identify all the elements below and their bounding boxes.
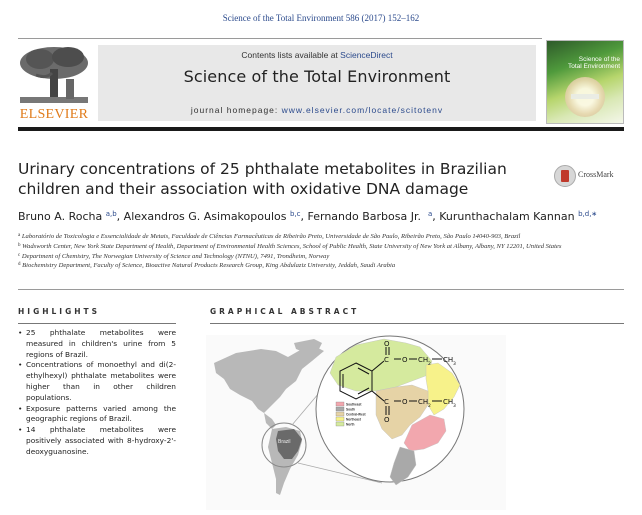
affiliation-text: Wadsworth Center, New York State Department of Health, Department of Environmental Health Sciences, School of Public Health, State University of New York at Albany, Albany, NY 12201, United States <box>22 242 562 250</box>
affiliation-item <box>18 232 628 242</box>
brazil-label: Brazil <box>278 439 291 445</box>
author-separator: , <box>300 210 308 223</box>
author-name[interactable]: Alexandros G. Asimakopoulos <box>123 210 287 223</box>
author-name[interactable]: Bruno A. Rocha <box>18 210 103 223</box>
affiliations <box>18 232 628 271</box>
author-affiliation-marker[interactable]: b,d,∗ <box>578 210 598 218</box>
highlights-heading: HIGHLIGHTS <box>18 307 101 316</box>
legend-swatch-south <box>336 407 344 411</box>
crossmark-label: CrossMark <box>578 170 614 179</box>
legend-swatch-southeast <box>336 402 344 406</box>
affiliation-key: b <box>18 242 21 248</box>
affiliation-item <box>18 252 628 262</box>
affiliation-key: c <box>18 252 21 258</box>
crossmark-button[interactable] <box>554 163 640 189</box>
graphical-abstract-divider <box>210 323 624 324</box>
author-list <box>18 210 628 223</box>
author-affiliation-marker[interactable]: a,b <box>105 210 117 218</box>
author-name[interactable]: Fernando Barbosa Jr. <box>307 210 421 223</box>
homepage-line <box>98 105 536 115</box>
cover-title-line2: Total Environment <box>567 62 620 70</box>
cover-title <box>550 57 620 71</box>
legend-swatch-northeast <box>336 417 344 421</box>
affiliation-item <box>18 261 628 271</box>
formula-ch2: CH <box>418 356 429 364</box>
journal-banner <box>98 45 536 121</box>
author-affiliation-marker[interactable]: a <box>427 210 433 218</box>
graphical-abstract-heading: GRAPHICAL ABSTRACT <box>210 307 360 316</box>
affiliation-key: d <box>18 262 21 268</box>
journal-title: Science of the Total Environment <box>183 67 451 86</box>
affiliation-key: a <box>18 233 21 238</box>
formula-ch3: CH <box>443 356 454 364</box>
affiliation-text: Laboratório de Toxicologia e Essencialidade de Metais, Faculdade de Ciências Farmacêuticas de Ribeirão Preto, Universidade de São Paulo, Ribeirão Preto, São Paulo 14040-903, Brazil <box>21 233 521 240</box>
homepage-prefix: journal homepage: <box>190 105 282 115</box>
cover-flower-label <box>571 94 599 99</box>
affiliation-text: Department of Chemistry, The Norwegian University of Science and Technology (NTNU), 7491, Trondheim, Norway <box>21 252 330 260</box>
formula-oxygen: O <box>384 416 390 424</box>
crossmark-icon <box>554 165 576 187</box>
author-separator: , <box>116 210 124 223</box>
graphical-abstract-svg <box>206 335 506 510</box>
legend-swatch-north <box>336 422 344 426</box>
highlight-item: • 14 phthalate metabolites were positively associated with 8-hydroxy-2'-deoxyguanosine. <box>18 425 176 457</box>
formula-ch2: CH <box>418 398 429 406</box>
legend-label: South <box>346 407 356 412</box>
cover-title-line1: Science of the <box>578 56 620 63</box>
formula-subscript: 2 <box>428 404 431 409</box>
author-separator: , <box>432 210 440 223</box>
contents-line <box>98 50 536 60</box>
header-thick-divider <box>18 127 624 131</box>
sciencedirect-link[interactable]: ScienceDirect <box>340 50 393 60</box>
affiliation-item <box>18 242 628 252</box>
legend-label: Northeast <box>346 417 361 422</box>
legend-swatch-central-west <box>336 412 344 416</box>
journal-citation[interactable]: Science of the Total Environment 586 (2017) 152–162 <box>222 13 420 23</box>
highlight-item: • 25 phthalate metabolites were measured in children's urine from 5 regions of Brazil. <box>18 328 176 360</box>
formula-carbon: C <box>384 398 389 406</box>
formula-carbon: C <box>384 356 389 364</box>
highlight-item: • Exposure patterns varied among the geographic regions of Brazil. <box>18 404 176 426</box>
highlights-divider <box>18 323 176 324</box>
formula-subscript: 3 <box>453 362 456 367</box>
legend-label: Central-West <box>346 412 366 417</box>
header-divider <box>18 38 542 39</box>
author-name[interactable]: Kurunthachalam Kannan <box>439 210 575 223</box>
author-affiliation-marker[interactable]: b,c <box>289 210 301 218</box>
legend-label: Southeast <box>346 402 362 407</box>
formula-subscript: 3 <box>453 404 456 409</box>
affiliations-divider <box>18 289 624 290</box>
paper-title: Urinary concentrations of 25 phthalate metabolites in Brazilian children and their association with oxidative DNA damage <box>18 160 507 198</box>
formula-ch3: CH <box>443 398 454 406</box>
formula-oxygen: O <box>402 398 408 406</box>
cover-flower-graphic <box>565 77 605 117</box>
tree-icon <box>16 45 92 105</box>
elsevier-wordmark: ELSEVIER <box>19 107 89 122</box>
journal-cover-thumbnail[interactable] <box>546 40 624 124</box>
formula-oxygen: O <box>384 340 390 348</box>
affiliation-text: Biochemistry Department, Faculty of Science, Bioactive Natural Products Research Group, King Abdulaziz University, Jeddah, Saudi Arabia <box>22 262 396 270</box>
contents-prefix: Contents lists available at <box>241 50 341 60</box>
formula-oxygen: O <box>402 356 408 364</box>
homepage-link[interactable]: www.elsevier.com/locate/scitotenv <box>281 105 444 115</box>
legend-label: North <box>346 422 355 427</box>
highlights-list <box>18 328 176 458</box>
graphical-abstract-figure[interactable] <box>206 335 506 510</box>
elsevier-logo[interactable] <box>16 45 92 123</box>
highlight-item: • Concentrations of monoethyl and di(2-ethylhexyl) phthalate metabolites were higher than in other children populations. <box>18 360 176 403</box>
formula-subscript: 2 <box>428 362 431 367</box>
